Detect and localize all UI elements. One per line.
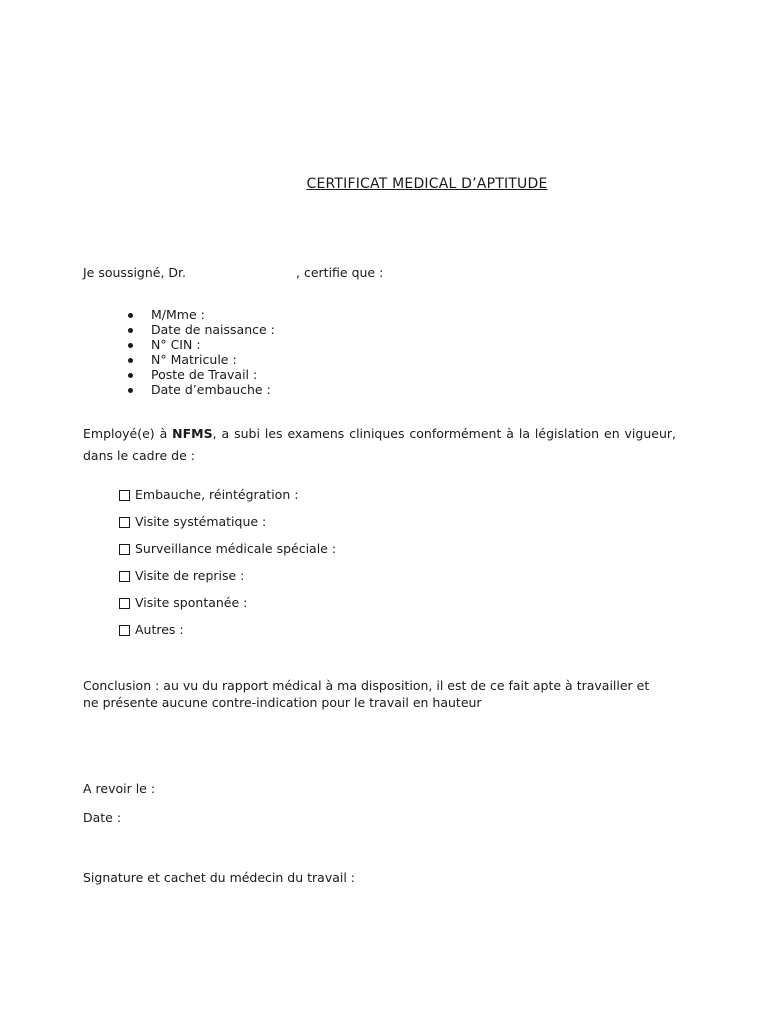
field-item: N° CIN : — [125, 337, 275, 352]
checkbox[interactable] — [119, 598, 130, 609]
intro-statement — [83, 265, 383, 280]
visit-type-label: Visite spontanée : — [135, 595, 248, 610]
employment-paragraph — [83, 423, 676, 467]
field-item: M/Mme : — [125, 307, 275, 322]
intro-suffix: , certifie que : — [296, 265, 384, 280]
visit-type-item — [119, 514, 336, 541]
field-item: Poste de Travail : — [125, 367, 275, 382]
document-title: CERTIFICAT MEDICAL D’APTITUDE — [306, 176, 548, 192]
employment-after: , a subi les examens cliniques conformément à la législation en vigueur, dans le cadre de : — [83, 426, 676, 463]
visit-type-label: Visite de reprise : — [135, 568, 245, 583]
visit-type-label: Surveillance médicale spéciale : — [135, 541, 337, 556]
visit-type-item — [119, 595, 336, 622]
conclusion-line: ne présente aucune contre-indication pour le travail en hauteur — [83, 695, 482, 710]
employment-before: Employé(e) à — [83, 426, 173, 441]
visit-type-list — [119, 487, 336, 649]
revisit-label: A revoir le : — [83, 781, 156, 796]
visit-type-item — [119, 568, 336, 595]
field-item: Date d’embauche : — [125, 382, 275, 397]
patient-fields-list — [125, 307, 275, 397]
checkbox[interactable] — [119, 490, 130, 501]
company-name: NFMS — [172, 426, 213, 441]
conclusion-paragraph — [83, 677, 683, 711]
checkbox[interactable] — [119, 517, 130, 528]
visit-type-item — [119, 622, 336, 649]
intro-prefix: Je soussigné, Dr. — [83, 265, 187, 280]
signature-label: Signature et cachet du médecin du travail : — [83, 870, 356, 885]
visit-type-label: Embauche, réintégration : — [135, 487, 299, 502]
conclusion-line: Conclusion : au vu du rapport médical à ma disposition, il est de ce fait apte à travailler et — [83, 678, 650, 693]
checkbox[interactable] — [119, 571, 130, 582]
visit-type-label: Visite systématique : — [135, 514, 267, 529]
field-item: N° Matricule : — [125, 352, 275, 367]
visit-type-item — [119, 541, 336, 568]
checkbox[interactable] — [119, 625, 130, 636]
checkbox[interactable] — [119, 544, 130, 555]
visit-type-label: Autres : — [135, 622, 184, 637]
visit-type-item — [119, 487, 336, 514]
date-label: Date : — [83, 810, 122, 825]
field-item: Date de naissance : — [125, 322, 275, 337]
